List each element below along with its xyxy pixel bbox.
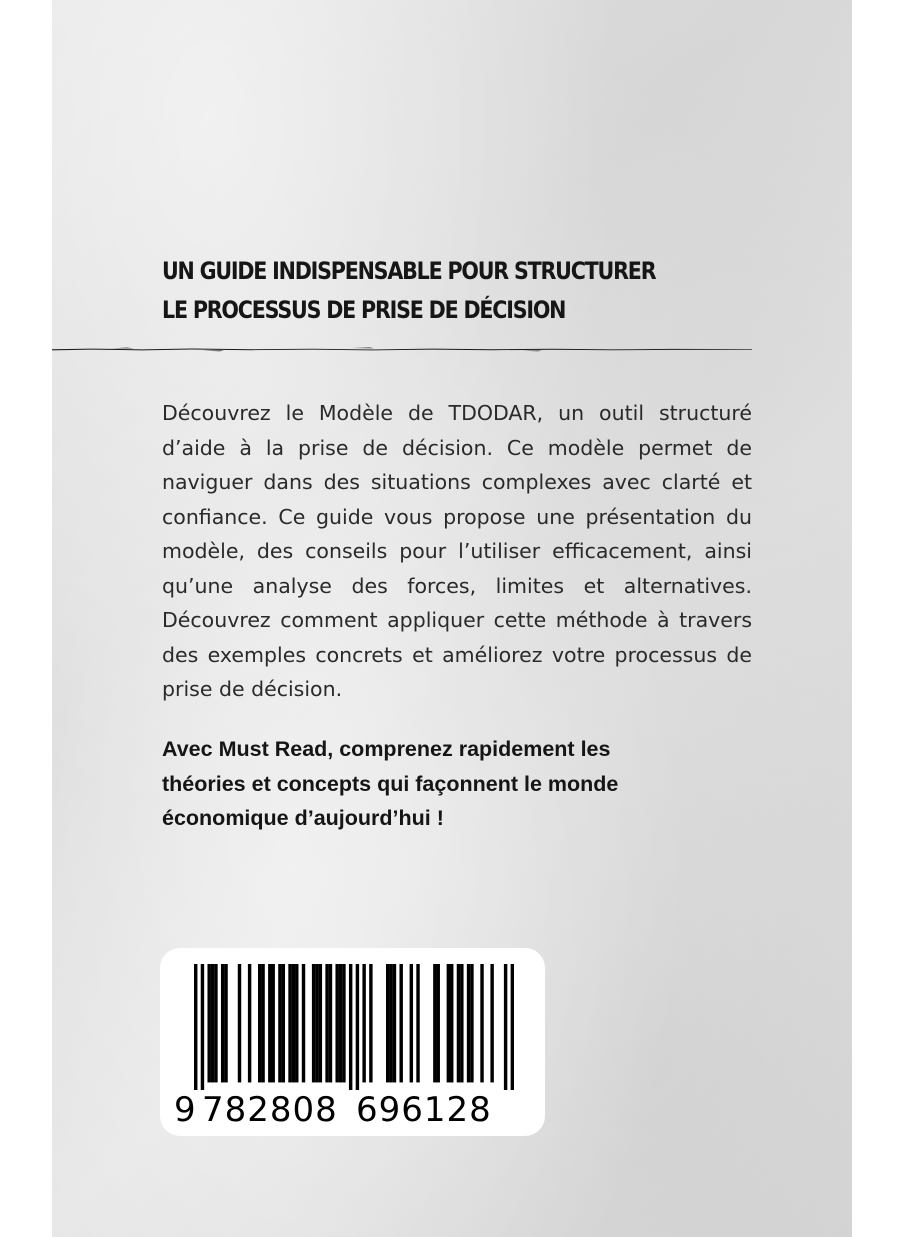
- headline-line-1: UN GUIDE INDISPENSABLE POUR STRUCTURER: [162, 257, 656, 285]
- barcode-bar: [356, 964, 359, 1090]
- description-paragraph: Découvrez le Modèle de TDODAR, un outil structuré d’aide à la prise de décision. Ce modèle permet de naviguer dans des situations complexes avec clarté et confiance. Ce guide vous propose une présentation du modèle, des conseils pour l’utiliser efficacement, ainsi qu’une analyse des forces, limites et alternatives. Découvrez comment appliquer cette méthode à travers des exemples concrets et améliorez votre processus de prise de décision.: [162, 401, 752, 701]
- headline-line-2: LE PROCESSUS DE PRISE DE DÉCISION: [162, 296, 566, 324]
- divider-rule: [52, 346, 752, 352]
- barcode-bar: [238, 964, 241, 1082]
- isbn-barcode: [194, 964, 514, 1090]
- barcode-bar: [292, 964, 295, 1082]
- barcode-bar: [467, 964, 470, 1082]
- barcode-bar: [393, 964, 396, 1082]
- barcode-bar: [342, 964, 345, 1082]
- barcode-bar: [214, 964, 217, 1082]
- barcode-bar: [511, 964, 514, 1090]
- barcode-bar: [282, 964, 285, 1082]
- barcode-bar: [278, 964, 281, 1082]
- barcode-bar: [207, 964, 210, 1082]
- barcode-bar: [271, 964, 274, 1082]
- barcode-bar: [437, 964, 440, 1082]
- barcode-bar: [410, 964, 413, 1082]
- barcode-bar: [312, 964, 315, 1082]
- barcode-bar: [504, 964, 507, 1090]
- barcode-bar: [258, 964, 261, 1082]
- barcode-bar: [224, 964, 227, 1082]
- barcode-bar: [389, 964, 392, 1082]
- barcode-bar: [261, 964, 264, 1082]
- barcode-bar: [433, 964, 436, 1082]
- barcode-panel: [160, 948, 545, 1136]
- barcode-bar: [221, 964, 224, 1082]
- barcode-bar: [201, 964, 204, 1090]
- barcode-bar: [480, 964, 483, 1082]
- tagline-line-1: Avec Must Read, comprenez rapidement les: [162, 737, 611, 761]
- barcode-bar: [302, 964, 305, 1082]
- barcode-bar: [470, 964, 473, 1082]
- barcode-bar: [457, 964, 460, 1082]
- barcode-bar: [211, 964, 214, 1082]
- barcode-bar: [329, 964, 332, 1082]
- barcode-bar: [349, 964, 352, 1090]
- barcode-bar: [339, 964, 342, 1082]
- barcode-bar: [325, 964, 328, 1082]
- barcode-bar: [460, 964, 463, 1082]
- barcode-bar: [248, 964, 251, 1082]
- isbn-first-digit: 9: [174, 1090, 197, 1130]
- tagline-line-3: économique d’aujourd’hui !: [162, 806, 444, 830]
- isbn-number: [174, 1088, 534, 1132]
- barcode-bar: [362, 964, 365, 1082]
- barcode-bar: [268, 964, 271, 1082]
- barcode-bar: [315, 964, 318, 1082]
- barcode-bar: [319, 964, 322, 1082]
- book-back-cover: [52, 0, 852, 1237]
- barcode-bar: [450, 964, 453, 1082]
- barcode-bar: [194, 964, 197, 1090]
- barcode-bar: [335, 964, 338, 1082]
- barcode-bar: [288, 964, 291, 1082]
- headline: [162, 252, 678, 330]
- barcode-bar: [399, 964, 402, 1082]
- tagline-line-2: théories et concepts qui façonnent le monde: [162, 771, 619, 796]
- barcode-bar: [386, 964, 389, 1082]
- tagline: [162, 732, 782, 836]
- isbn-left-group: 782808: [202, 1090, 338, 1130]
- barcode-bar: [490, 964, 493, 1082]
- barcode-bar: [416, 964, 419, 1082]
- barcode-bar: [369, 964, 372, 1082]
- isbn-right-group: 696128: [356, 1090, 492, 1130]
- barcode-bar: [295, 964, 298, 1082]
- barcode-bar: [447, 964, 450, 1082]
